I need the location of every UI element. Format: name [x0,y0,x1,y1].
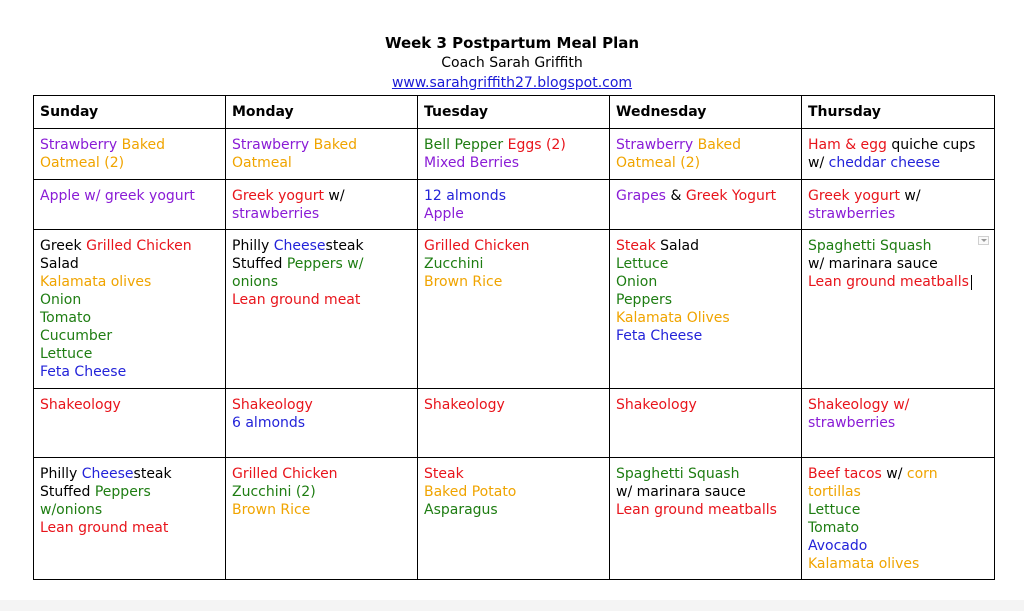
cell-text: Avocado [808,538,868,554]
meal-row-snack-2 [34,389,995,458]
cell-line [40,273,220,291]
cell-line [40,519,220,537]
cell-line [40,291,220,309]
cell-text: steak [325,238,364,254]
meal-cell[interactable] [802,230,995,389]
cell-line [808,465,989,483]
cell-text: Kalamata olives [808,556,920,572]
cell-text: 12 almonds [424,188,506,204]
cell-line [40,237,220,255]
day-header-wednesday: Wednesday [610,96,802,129]
cell-line [808,396,989,414]
cell-text: w/ [904,188,921,204]
cell-line [40,327,220,345]
cell-text: Spaghetti Squash [808,238,932,254]
meal-cell[interactable] [802,389,995,458]
cell-text: Oatmeal (2) [40,155,125,171]
cell-text: Kalamata Olives [616,310,730,326]
cell-line [808,255,989,273]
cell-line [232,465,412,483]
cell-line [424,255,604,273]
cell-text: Onion [40,292,82,308]
cell-text: w/ marinara sauce [616,484,746,500]
cell-line [232,255,412,273]
cell-line [808,205,989,223]
document-header [0,33,1024,93]
meal-row-lunch [34,230,995,389]
cell-text: Spaghetti Squash [616,466,740,482]
cell-text: Asparagus [424,502,498,518]
cell-line [616,237,796,255]
meal-cell[interactable] [34,129,226,180]
cell-text: Greek yogurt [232,188,329,204]
cell-text: Lean ground meat [232,292,361,308]
cell-line [40,187,220,205]
cell-line [616,291,796,309]
cell-text: Brown Rice [424,274,503,290]
cell-line [232,237,412,255]
cell-line [616,255,796,273]
meal-cell[interactable] [610,180,802,230]
cell-text: strawberries [232,206,320,222]
meal-cell[interactable] [34,230,226,389]
meal-cell[interactable] [802,180,995,230]
cell-text: w/ marinara sauce [808,256,938,272]
cell-line [808,136,989,154]
cell-text: Shakeology [40,397,121,413]
meal-row-dinner [34,458,995,580]
cell-text: Brown Rice [232,502,311,518]
meal-cell[interactable] [802,129,995,180]
cell-text: Stuffed [232,256,287,272]
cell-line [808,273,989,291]
cell-text: Grilled Chicken [424,238,530,254]
meal-cell[interactable] [226,458,418,580]
cell-text: Oatmeal (2) [616,155,701,171]
cell-text: Feta Cheese [40,364,127,380]
cell-text: Lettuce [808,502,861,518]
cell-text: Beef tacos [808,466,887,482]
cell-line [808,483,989,501]
cell-line [616,309,796,327]
cell-text: Apple w/ greek yogurt [40,188,195,204]
cell-text: w/ [886,466,907,482]
cell-text: Peppers w/ [286,256,364,272]
cell-text: 6 almonds [232,415,306,431]
cell-line [808,519,989,537]
meal-cell[interactable] [34,458,226,580]
cell-line [424,237,604,255]
cell-line [40,465,220,483]
cell-text: Lean ground meatballs [616,502,777,518]
meal-cell[interactable] [418,180,610,230]
cell-line [232,414,412,432]
cell-text: Baked Potato [424,484,517,500]
cell-text: Ham & egg [808,137,892,153]
meal-plan-table [33,95,995,580]
meal-cell[interactable] [226,389,418,458]
cell-line [40,255,220,273]
cell-line [40,345,220,363]
cell-text: Salad [40,256,79,272]
cell-line [40,396,220,414]
cell-line [232,273,412,291]
cell-line [40,154,220,172]
cell-text: Shakeology w/ [808,397,910,413]
cell-line [424,273,604,291]
cell-text: Feta Cheese [616,328,703,344]
cell-line [808,187,989,205]
cell-text: Onion [616,274,658,290]
cell-text: Kalamata olives [40,274,152,290]
cell-text: Zucchini [424,256,484,272]
cell-text: Lettuce [616,256,669,272]
cell-line [616,327,796,345]
meal-cell[interactable] [418,230,610,389]
meal-row-snack-1 [34,180,995,230]
meal-cell[interactable] [226,129,418,180]
meal-cell[interactable] [610,458,802,580]
day-header-monday: Monday [226,96,418,129]
cell-text: & [670,188,686,204]
cell-line [616,501,796,519]
meal-cell[interactable] [610,129,802,180]
cell-line [424,154,604,172]
cell-text: Shakeology [424,397,505,413]
cell-text: Salad [660,238,699,254]
meal-cell[interactable] [802,458,995,580]
cell-text: Shakeology [232,397,313,413]
cell-text: Lettuce [40,346,93,362]
cell-text: Baked [121,137,165,153]
cell-line [616,273,796,291]
cell-line [616,396,796,414]
day-header-thursday: Thursday [802,96,995,129]
cell-text: Baked [313,137,357,153]
cell-text: steak [133,466,172,482]
cell-line [808,154,989,172]
meal-cell[interactable] [418,129,610,180]
cell-text: Lean ground meat [40,520,169,536]
cell-text: onions [232,274,279,290]
cell-text: Steak [616,238,661,254]
cell-line [424,187,604,205]
cell-line [424,465,604,483]
cell-line [232,187,412,205]
meal-cell[interactable] [34,389,226,458]
cell-line [40,483,220,501]
cell-line [616,187,796,205]
cell-line [40,501,220,519]
cell-text: corn [906,466,938,482]
cell-text: quiche cups [891,137,976,153]
cell-text: Bell Pepper [424,137,508,153]
cell-text: Stuffed [40,484,95,500]
cell-text: Grapes [616,188,671,204]
cell-dropdown-arrow-icon[interactable] [978,236,989,245]
cell-text: Oatmeal [232,155,292,171]
cell-text: Peppers [94,484,151,500]
meal-cell[interactable] [610,230,802,389]
cell-line [424,501,604,519]
cell-text: Steak [424,466,464,482]
day-header-tuesday: Tuesday [418,96,610,129]
cell-text: strawberries [808,206,896,222]
cell-text: Cheese [81,466,134,482]
cell-line [616,154,796,172]
meal-cell[interactable] [34,180,226,230]
meal-cell[interactable] [610,389,802,458]
cell-text: Philly [232,238,274,254]
coach-name: Coach Sarah Griffith [441,55,583,71]
cell-line [232,205,412,223]
cell-text: Apple [424,206,464,222]
cell-text: cheddar cheese [828,155,941,171]
cell-line [808,414,989,432]
cell-text: Grilled Chicken [86,238,192,254]
cell-text: Philly [40,466,82,482]
text-cursor [971,275,972,290]
cell-line [232,501,412,519]
meal-cell[interactable] [418,389,610,458]
cell-text: Eggs (2) [507,137,566,153]
cell-text: w/ [808,155,829,171]
cell-text: Strawberry [40,137,122,153]
cell-line [808,555,989,573]
cell-text: Tomato [808,520,860,536]
meal-cell[interactable] [418,458,610,580]
cell-text: Greek [40,238,87,254]
cell-text: Greek Yogurt [685,188,777,204]
cell-text: Cucumber [40,328,113,344]
cell-text: Strawberry [616,137,698,153]
cell-text: w/onions [40,502,103,518]
cell-line [616,465,796,483]
cell-text: Shakeology [616,397,697,413]
cell-line [40,363,220,381]
day-header-row [34,96,995,129]
cell-line [40,309,220,327]
cell-line [40,136,220,154]
meal-cell[interactable] [226,180,418,230]
meal-cell[interactable] [226,230,418,389]
cell-text: w/ [328,188,345,204]
cell-line [424,483,604,501]
cell-line [808,501,989,519]
cell-line [424,396,604,414]
cell-text: Peppers [616,292,672,308]
cell-line [808,237,989,255]
cell-line [232,154,412,172]
cell-text: Mixed Berries [424,155,520,171]
cell-text: tortillas [808,484,861,500]
cell-line [616,483,796,501]
cell-line [424,136,604,154]
cell-line [616,136,796,154]
cell-line [424,205,604,223]
cell-text: Zucchini (2) [232,484,316,500]
cell-text: Greek yogurt [808,188,905,204]
cell-line [232,136,412,154]
cell-text: Baked [697,137,741,153]
blog-link[interactable]: www.sarahgriffith27.blogspot.com [391,75,633,91]
cell-line [232,396,412,414]
cell-text: Grilled Chicken [232,466,338,482]
cell-text: Cheese [273,238,326,254]
cell-text: Lean ground meatballs [808,274,969,290]
cell-line [232,291,412,309]
cell-text: Strawberry [232,137,314,153]
cell-line [808,537,989,555]
day-header-sunday: Sunday [34,96,226,129]
page-title: Week 3 Postpartum Meal Plan [384,34,640,52]
cell-text: strawberries [808,415,896,431]
meal-row-breakfast [34,129,995,180]
cell-line [232,483,412,501]
cell-text: Tomato [40,310,92,326]
